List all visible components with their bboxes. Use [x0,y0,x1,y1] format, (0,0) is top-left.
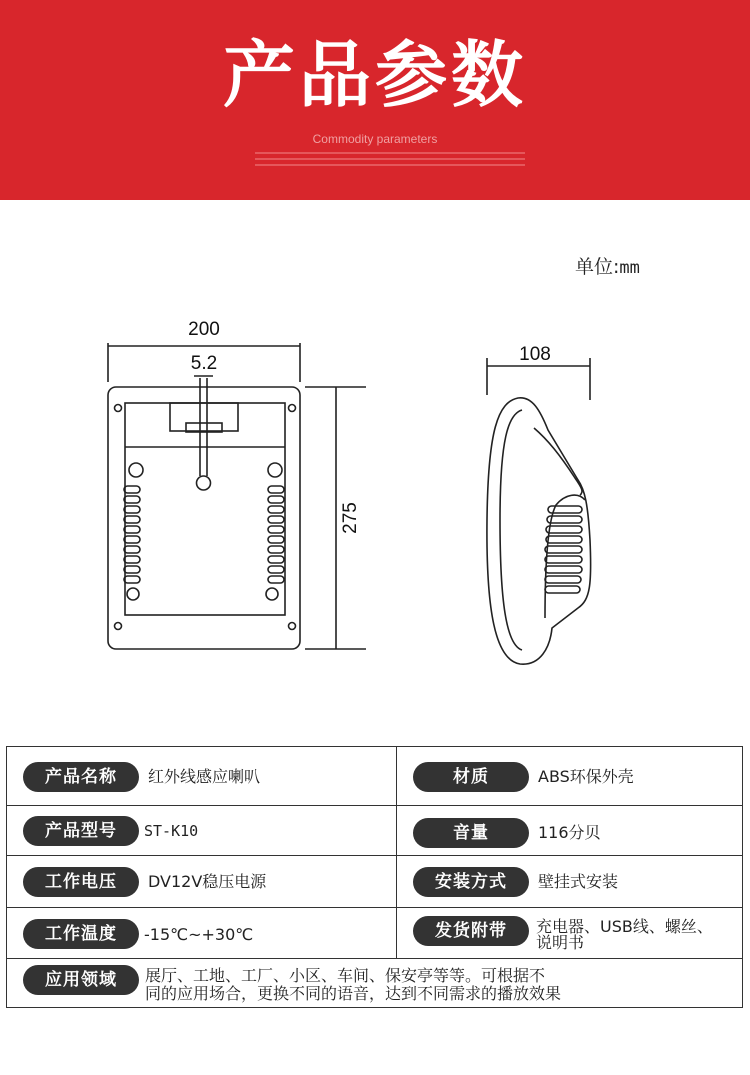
screw-hole-bl [115,623,122,630]
page-subtitle: Commodity parameters [312,132,438,146]
spec-label-model: 产品型号 [23,816,139,846]
application-line-1: 展厅、工地、工厂、小区、车间、保安亭等等。可根据不 [145,966,546,985]
spec-value-accessories [536,917,713,953]
spec-label-voltage: 工作电压 [23,867,139,897]
accessories-line-1: 充电器、USB线、螺丝、 [536,917,713,936]
front-outer-frame [108,387,300,649]
application-line-2: 同的应用场合，更换不同的语音，达到不同需求的播放效果 [145,984,562,1003]
unit-prefix: 单位: [575,256,620,278]
mount-hole-tr [268,463,282,477]
spec-value-model: ST-K10 [144,822,199,840]
mount-hole-tl [129,463,143,477]
table-row [7,908,742,959]
spec-label-install: 安装方式 [413,867,529,897]
side-profile-inner [500,410,522,650]
spec-value-volume: 116分贝 [538,823,601,842]
depth-label: 108 [519,344,551,365]
front-top-slot [170,403,238,431]
spec-label-accessories: 发货附带 [413,916,529,946]
spec-label-material: 材质 [413,762,529,792]
left-vent-slots [124,486,140,583]
spec-value-voltage: DV12V稳压电源 [148,872,267,891]
side-profile-ridge [534,428,582,495]
table-row [7,747,742,806]
table-row [7,959,742,1007]
side-profile-outer [487,398,591,664]
width-label: 200 [188,319,220,340]
screw-hole-tr [289,405,296,412]
screw-hole-tl [115,405,122,412]
screw-hole-br [289,623,296,630]
height-label: 275 [340,502,361,534]
accessories-line-2: 说明书 [536,933,585,952]
spec-value-name: 红外线感应喇叭 [148,767,261,786]
spec-label-volume: 音量 [413,818,529,848]
right-vent-slots [268,486,284,583]
mount-hole-br [266,588,278,600]
spec-value-application [145,966,561,1004]
table-row [7,856,742,908]
table-row [7,806,742,856]
spec-label-name: 产品名称 [23,762,139,792]
slot-width-label: 5.2 [190,353,218,374]
page-title: 产品参数 [222,33,527,117]
front-inner-panel [125,403,285,615]
unit-value: mm [619,258,640,278]
mount-hole-bl [127,588,139,600]
spec-table [6,746,743,1008]
spec-label-application: 应用领域 [23,965,139,995]
spec-value-install: 壁挂式安装 [538,872,619,891]
spec-label-temperature: 工作温度 [23,919,139,949]
spec-value-material: ABS环保外壳 [538,767,634,786]
front-keyhole [197,476,211,490]
spec-value-temperature: -15℃~+30℃ [144,925,254,944]
